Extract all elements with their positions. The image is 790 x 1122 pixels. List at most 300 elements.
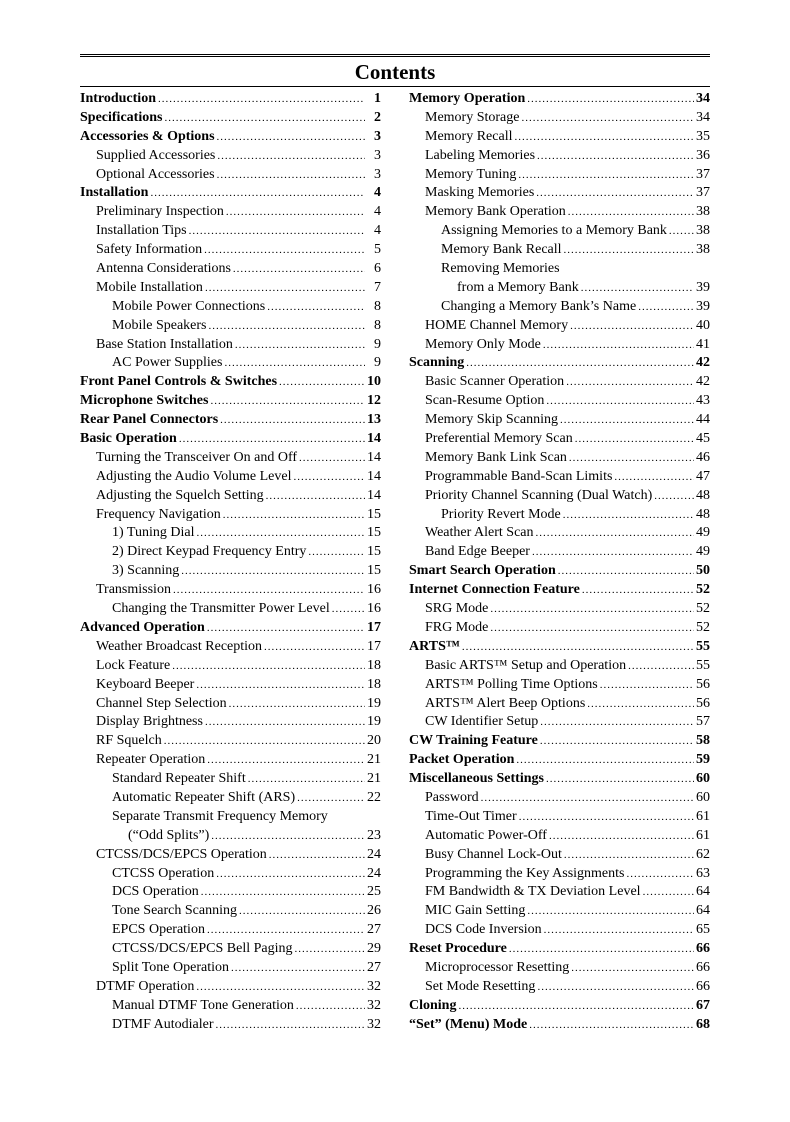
dot-leader	[150, 184, 365, 203]
toc-entry-title: Installation	[80, 185, 149, 201]
toc-entry-title: Priority Revert Mode	[441, 506, 561, 522]
toc-entry[interactable]	[80, 90, 381, 109]
dot-leader	[536, 524, 695, 543]
toc-entry[interactable]	[80, 902, 381, 921]
dot-leader	[544, 921, 694, 940]
toc-entry[interactable]	[409, 676, 710, 695]
toc-entry-title: Supplied Accessories	[96, 147, 216, 163]
dot-leader	[540, 713, 694, 732]
dot-leader	[293, 468, 365, 487]
dot-leader	[205, 713, 365, 732]
toc-entry-page: 49	[696, 525, 710, 541]
toc-entry[interactable]	[409, 203, 710, 222]
toc-entry-page: 56	[696, 676, 710, 692]
toc-entry[interactable]	[80, 1016, 381, 1035]
dot-leader	[216, 1016, 366, 1035]
dot-leader	[521, 109, 694, 128]
toc-entry[interactable]	[409, 638, 710, 657]
toc-entry-title: Memory Bank Recall	[441, 242, 562, 258]
toc-entry-page: 5	[374, 242, 381, 258]
toc-entry[interactable]	[80, 109, 381, 128]
dot-leader	[628, 657, 694, 676]
toc-entry-page: 42	[696, 374, 710, 390]
toc-entry-page: 39	[696, 279, 710, 295]
toc-entry-title: Removing Memories	[441, 261, 560, 277]
dot-leader	[466, 354, 694, 373]
toc-entry[interactable]	[409, 298, 710, 317]
toc-entry-title: Accessories & Options	[80, 128, 215, 144]
toc-entry[interactable]	[80, 921, 381, 940]
dot-leader	[514, 128, 694, 147]
toc-entry[interactable]	[409, 506, 710, 525]
toc-entry-page: 38	[696, 204, 710, 220]
dot-leader	[224, 354, 365, 373]
toc-entry-title: Scan-Resume Option	[425, 393, 545, 409]
toc-entry-title: Transmission	[96, 582, 171, 598]
toc-entry[interactable]	[409, 109, 710, 128]
dot-leader	[518, 166, 694, 185]
dot-leader	[299, 449, 365, 468]
toc-entry[interactable]	[409, 562, 710, 581]
toc-entry-title: Weather Broadcast Reception	[96, 638, 263, 654]
toc-entry-page: 17	[367, 619, 381, 635]
dot-leader	[216, 865, 365, 884]
dot-leader	[569, 449, 694, 468]
toc-entry-page: 21	[367, 752, 381, 768]
toc-entry[interactable]	[80, 147, 381, 166]
toc-entry[interactable]	[409, 865, 710, 884]
toc-entry-page: 60	[696, 789, 710, 805]
toc-entry-page: 15	[367, 544, 381, 560]
toc-entry[interactable]	[80, 411, 381, 430]
toc-entry-page: 16	[367, 601, 381, 617]
dot-leader	[217, 147, 365, 166]
dot-leader	[229, 695, 365, 714]
toc-entry[interactable]	[80, 279, 381, 298]
toc-entry[interactable]	[80, 298, 381, 317]
toc-entry-page: 46	[696, 449, 710, 465]
toc-entry-page: 34	[696, 91, 710, 106]
toc-entry[interactable]	[80, 430, 381, 449]
toc-entry-page: 38	[696, 242, 710, 258]
dot-leader	[519, 808, 694, 827]
toc-entry-title: Memory Recall	[425, 128, 513, 144]
toc-entry-title: ARTS™ Alert Beep Options	[425, 695, 586, 711]
toc-entry-title: EPCS Operation	[112, 922, 205, 938]
toc-entry-page: 22	[367, 789, 381, 805]
toc-entry[interactable]	[409, 902, 710, 921]
dot-leader	[179, 430, 365, 449]
toc-entry[interactable]	[409, 354, 710, 373]
toc-entry-page: 65	[696, 922, 710, 938]
toc-entry-page: 66	[696, 978, 710, 994]
toc-entry[interactable]	[409, 430, 710, 449]
toc-entry[interactable]	[80, 354, 381, 373]
toc-entry[interactable]	[409, 695, 710, 714]
toc-entry-page: 66	[696, 941, 710, 957]
toc-entry-page: 26	[367, 903, 381, 919]
toc-entry[interactable]	[80, 392, 381, 411]
toc-entry-page: 59	[696, 752, 710, 768]
toc-entry-page: 4	[374, 204, 381, 220]
toc-entry[interactable]	[409, 713, 710, 732]
toc-entry-page: 9	[374, 355, 381, 371]
toc-entry-title: Changing a Memory Bank’s Name	[441, 298, 637, 314]
toc-entry-page: 42	[696, 355, 710, 371]
toc-entry[interactable]	[409, 317, 710, 336]
toc-entry-title: CTCSS Operation	[112, 865, 215, 881]
toc-entry-page: 55	[696, 657, 710, 673]
dot-leader	[537, 978, 694, 997]
toc-entry-title: 2) Direct Keypad Frequency Entry	[112, 544, 307, 560]
toc-entry-title: Weather Alert Scan	[425, 525, 534, 541]
dot-leader	[189, 222, 365, 241]
dot-leader	[248, 770, 365, 789]
toc-entry-title: Keyboard Beeper	[96, 676, 195, 692]
toc-entry[interactable]	[409, 808, 710, 827]
dot-leader	[296, 997, 365, 1016]
toc-entry-page: 48	[696, 506, 710, 522]
toc-entry[interactable]	[409, 241, 710, 260]
toc-entry-page: 52	[696, 582, 710, 598]
dot-leader	[600, 676, 694, 695]
dot-leader	[643, 883, 694, 902]
toc-entry-page: 64	[696, 903, 710, 919]
toc-entry-page: 32	[367, 1016, 381, 1032]
toc-entry[interactable]	[80, 978, 381, 997]
page-title: Contents	[354, 60, 436, 84]
toc-entry-title: Mobile Power Connections	[112, 298, 266, 314]
dot-leader	[654, 487, 694, 506]
toc-entry[interactable]	[409, 411, 710, 430]
toc-entry-title: Band Edge Beeper	[425, 544, 530, 560]
toc-entry-title: Automatic Power-Off	[425, 827, 547, 843]
toc-entry-title: Separate Transmit Frequency Memory	[112, 808, 328, 824]
toc-entry[interactable]	[80, 940, 381, 959]
toc-entry[interactable]	[409, 846, 710, 865]
toc-entry[interactable]	[409, 543, 710, 562]
toc-entry[interactable]	[409, 184, 710, 203]
toc-entry-title: Basic ARTS™ Setup and Operation	[425, 657, 627, 673]
dot-leader	[490, 619, 694, 638]
dot-leader	[516, 751, 694, 770]
toc-entry[interactable]	[80, 676, 381, 695]
toc-entry[interactable]	[409, 524, 710, 543]
toc-entry-title: RF Squelch	[96, 733, 162, 749]
toc-entry[interactable]	[409, 128, 710, 147]
toc-entry-title: HOME Channel Memory	[425, 317, 569, 333]
toc-entry-title: FRG Mode	[425, 619, 489, 635]
dot-leader	[308, 543, 365, 562]
toc-entry-title: Memory Bank Link Scan	[425, 449, 567, 465]
toc-entry[interactable]	[80, 506, 381, 525]
dot-leader	[220, 411, 365, 430]
toc-entry-page: 19	[367, 695, 381, 711]
toc-entry[interactable]	[80, 865, 381, 884]
toc-entry[interactable]	[80, 808, 381, 827]
toc-entry[interactable]	[409, 978, 710, 997]
toc-entry[interactable]	[80, 770, 381, 789]
toc-entry[interactable]	[409, 940, 710, 959]
toc-entry[interactable]	[80, 260, 381, 279]
dot-leader	[205, 279, 365, 298]
dot-leader	[568, 203, 694, 222]
toc-entry-page: 21	[367, 771, 381, 787]
toc-entry[interactable]	[80, 751, 381, 770]
dot-leader	[558, 562, 694, 581]
toc-entry-title: Programmable Band-Scan Limits	[425, 468, 613, 484]
toc-entry-page: 24	[367, 846, 381, 862]
toc-entry[interactable]	[409, 770, 710, 789]
toc-entry[interactable]	[409, 487, 710, 506]
toc-entry[interactable]	[409, 997, 710, 1016]
toc-entry[interactable]	[409, 789, 710, 808]
toc-entry[interactable]	[409, 751, 710, 770]
toc-entry[interactable]	[409, 581, 710, 600]
contents-page	[80, 54, 710, 1035]
toc-entry-page: 34	[696, 109, 710, 125]
toc-entry-title: Antenna Considerations	[96, 261, 231, 277]
toc-entry-page: 14	[367, 431, 381, 447]
toc-entry-title: Manual DTMF Tone Generation	[112, 997, 294, 1013]
toc-entry[interactable]	[80, 524, 381, 543]
toc-entry[interactable]	[80, 468, 381, 487]
toc-entry-page: 62	[696, 846, 710, 862]
toc-entry-title: Memory Bank Operation	[425, 204, 566, 220]
dot-leader	[196, 978, 365, 997]
dot-leader	[582, 581, 694, 600]
toc-entry-title: Priority Channel Scanning (Dual Watch)	[425, 487, 653, 503]
dot-leader	[509, 940, 694, 959]
dot-leader	[210, 392, 365, 411]
toc-entry[interactable]	[409, 600, 710, 619]
toc-entry-title: Mobile Speakers	[112, 317, 207, 333]
toc-entry-page: 50	[696, 563, 710, 579]
toc-entry-page: 8	[374, 317, 381, 333]
toc-entry-title: Automatic Repeater Shift (ARS)	[112, 789, 296, 805]
dot-leader	[581, 279, 694, 298]
toc-entry-title: Microprocessor Resetting	[425, 959, 570, 975]
toc-entry-title: Repeater Operation	[96, 752, 206, 768]
toc-entry-title: Assigning Memories to a Memory Bank	[441, 223, 667, 239]
toc-entry[interactable]	[409, 260, 710, 279]
toc-entry-page: 52	[696, 619, 710, 635]
toc-entry[interactable]	[409, 336, 710, 355]
toc-entry-title: Microphone Switches	[80, 393, 209, 409]
toc-entry[interactable]	[80, 487, 381, 506]
dot-leader	[462, 638, 694, 657]
dot-leader	[266, 487, 365, 506]
toc-entry-title: Masking Memories	[425, 185, 535, 201]
toc-entry-page: 3	[374, 147, 381, 163]
dot-leader	[164, 732, 365, 751]
toc-entry-title: ARTS™	[409, 638, 460, 654]
dot-leader	[158, 90, 365, 109]
toc-entry-title: Safety Information	[96, 242, 203, 258]
toc-entry[interactable]	[409, 1016, 710, 1035]
toc-entry[interactable]	[409, 166, 710, 185]
toc-entry-page: 14	[367, 487, 381, 503]
dot-leader	[295, 940, 366, 959]
toc-entry[interactable]	[409, 373, 710, 392]
toc-entry[interactable]	[80, 997, 381, 1016]
toc-entry-page: 23	[367, 827, 381, 843]
toc-entry-title: Memory Skip Scanning	[425, 412, 558, 428]
toc-entry-page: 41	[696, 336, 710, 352]
toc-entry[interactable]	[409, 90, 710, 109]
toc-entry-title: DCS Operation	[112, 884, 199, 900]
toc-entry[interactable]	[409, 827, 710, 846]
toc-entry-page: 55	[696, 638, 710, 654]
toc-entry[interactable]	[409, 921, 710, 940]
toc-entry-title: CTCSS/DCS/EPCS Operation	[96, 846, 267, 862]
toc-entry[interactable]	[80, 241, 381, 260]
dot-leader	[563, 506, 694, 525]
toc-entry-page: 18	[367, 676, 381, 692]
toc-entry-page: 3	[374, 166, 381, 182]
toc-entry-title: Basic Operation	[80, 431, 177, 447]
toc-entry[interactable]	[80, 336, 381, 355]
toc-entry[interactable]	[80, 203, 381, 222]
toc-entry[interactable]	[409, 732, 710, 751]
toc-entry-page: 57	[696, 714, 710, 730]
toc-entry[interactable]	[80, 732, 381, 751]
toc-entry[interactable]	[80, 166, 381, 185]
toc-entry[interactable]	[80, 562, 381, 581]
toc-right-column	[409, 90, 710, 1035]
dot-leader	[560, 411, 694, 430]
dot-leader	[332, 600, 365, 619]
toc-entry[interactable]	[80, 883, 381, 902]
toc-entry-page: 36	[696, 147, 710, 163]
toc-entry[interactable]	[409, 883, 710, 902]
dot-leader	[540, 732, 694, 751]
toc-entry-page: 64	[696, 884, 710, 900]
toc-entry-title: DTMF Autodialer	[112, 1016, 214, 1032]
toc-entry-page: 37	[696, 166, 710, 182]
toc-entry[interactable]	[80, 373, 381, 392]
toc-entry-page: 39	[696, 298, 710, 314]
toc-entry[interactable]	[80, 713, 381, 732]
toc-entry-title: Miscellaneous Settings	[409, 771, 544, 787]
toc-entry-page: 9	[374, 336, 381, 352]
toc-entry[interactable]	[409, 468, 710, 487]
toc-entry-page: 4	[374, 223, 381, 239]
toc-entry-page: 25	[367, 884, 381, 900]
dot-leader	[269, 846, 365, 865]
toc-entry-page: 19	[367, 714, 381, 730]
toc-entry[interactable]	[80, 789, 381, 808]
dot-leader	[458, 997, 694, 1016]
toc-entry-page: 35	[696, 128, 710, 144]
toc-entry[interactable]	[409, 619, 710, 638]
toc-entry-title: 3) Scanning	[112, 563, 180, 579]
dot-leader	[638, 298, 694, 317]
toc-entry[interactable]	[409, 222, 710, 241]
toc-entry[interactable]	[80, 600, 381, 619]
dot-leader	[196, 676, 365, 695]
toc-entry[interactable]	[80, 695, 381, 714]
toc-entry-title: ARTS™ Polling Time Options	[425, 676, 598, 692]
title-rule	[80, 86, 710, 87]
toc-entry-title: Changing the Transmitter Power Level	[112, 601, 330, 617]
dot-leader	[297, 789, 365, 808]
toc-entry-title: Front Panel Controls & Switches	[80, 374, 278, 390]
dot-leader	[264, 638, 365, 657]
toc-entry[interactable]	[80, 581, 381, 600]
toc-left-column	[80, 90, 381, 1035]
toc-entry[interactable]	[409, 279, 710, 298]
toc-entry-title: Smart Search Operation	[409, 563, 556, 579]
dot-leader	[239, 902, 365, 921]
dot-leader	[181, 562, 365, 581]
toc-entry-title: Memory Only Mode	[425, 336, 541, 352]
dot-leader	[164, 109, 365, 128]
toc-entry-title: Packet Operation	[409, 752, 515, 768]
toc-entry[interactable]	[80, 846, 381, 865]
toc-entry[interactable]	[409, 392, 710, 411]
toc-entry[interactable]	[80, 222, 381, 241]
toc-entry[interactable]	[80, 128, 381, 147]
toc-entry-title: Lock Feature	[96, 657, 171, 673]
toc-entry-title: Password	[425, 789, 479, 805]
toc-entry-page: 8	[374, 298, 381, 314]
toc-entry[interactable]	[80, 184, 381, 203]
toc-entry-page: 32	[367, 997, 381, 1013]
toc-entry[interactable]	[80, 317, 381, 336]
toc-entry-page: 49	[696, 544, 710, 560]
toc-entry-page: 60	[696, 771, 710, 787]
toc-entry-title: Rear Panel Connectors	[80, 412, 219, 428]
toc-entry-title: AC Power Supplies	[112, 355, 223, 371]
toc-entry-page: 44	[696, 412, 710, 428]
toc-entry-title: Preliminary Inspection	[96, 204, 224, 220]
toc-entry-title: SRG Mode	[425, 601, 489, 617]
toc-entry[interactable]	[409, 449, 710, 468]
toc-entry[interactable]	[80, 619, 381, 638]
toc-entry-title: Standard Repeater Shift	[112, 771, 246, 787]
dot-leader	[201, 883, 365, 902]
toc-entry[interactable]	[80, 657, 381, 676]
toc-columns	[80, 90, 710, 1035]
toc-entry-title: from a Memory Bank	[457, 279, 579, 295]
toc-entry[interactable]	[409, 657, 710, 676]
toc-entry-page: 15	[367, 563, 381, 579]
toc-entry[interactable]	[409, 147, 710, 166]
toc-entry-page: 17	[367, 638, 381, 654]
toc-entry[interactable]	[80, 449, 381, 468]
toc-entry[interactable]	[80, 959, 381, 978]
toc-entry-title: CTCSS/DCS/EPCS Bell Paging	[112, 941, 293, 957]
toc-entry[interactable]	[80, 638, 381, 657]
dot-leader	[279, 373, 365, 392]
toc-entry-title: (“Odd Splits”)	[128, 827, 210, 843]
toc-entry-title: Scanning	[409, 355, 465, 371]
toc-entry[interactable]	[409, 959, 710, 978]
toc-entry-title: FM Bandwidth & TX Deviation Level	[425, 884, 641, 900]
dot-leader	[614, 468, 694, 487]
toc-entry-title: Adjusting the Squelch Setting	[96, 487, 264, 503]
toc-entry[interactable]	[80, 543, 381, 562]
toc-entry-title: Turning the Transceiver On and Off	[96, 449, 298, 465]
toc-entry[interactable]	[80, 827, 381, 846]
toc-entry-title: “Set” (Menu) Mode	[409, 1016, 528, 1032]
dot-leader	[669, 222, 694, 241]
dot-leader	[537, 147, 694, 166]
dot-leader	[566, 373, 694, 392]
dot-leader	[172, 657, 365, 676]
toc-entry-title: DTMF Operation	[96, 978, 195, 994]
